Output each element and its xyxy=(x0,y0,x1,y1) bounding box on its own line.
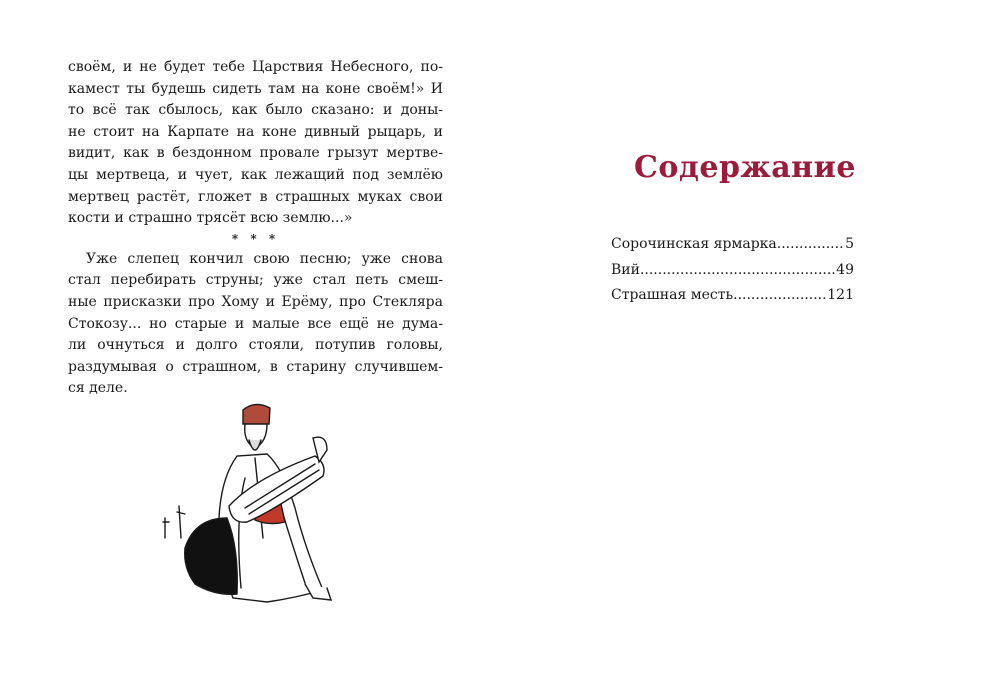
toc-entry[interactable] xyxy=(611,258,854,284)
paragraph-2 xyxy=(68,249,443,400)
text-line: стал перебирать струны; уже стал петь смеш- xyxy=(68,272,443,289)
text-line: ли очнуться и долго стояли, потупив головы, xyxy=(68,337,443,354)
toc-leader-dots xyxy=(777,232,845,258)
text-line: ся деле. xyxy=(68,380,128,397)
left-page-text xyxy=(68,57,443,400)
toc-entry-title: Вий xyxy=(611,261,640,278)
table-of-contents xyxy=(611,232,854,309)
toc-entry-page: 5 xyxy=(845,236,854,252)
contents-title: Содержание xyxy=(634,150,856,185)
paragraph-1 xyxy=(68,57,443,230)
toc-leader-dots xyxy=(640,258,836,284)
toc-entry[interactable] xyxy=(611,283,854,309)
toc-entry-page: 121 xyxy=(827,287,854,303)
section-separator: * * * xyxy=(231,231,280,246)
text-line: камест ты будешь сидеть там на коне своём!» И xyxy=(68,80,443,97)
text-line: Стокозу... но старые и малые все ещё не дума- xyxy=(68,315,443,332)
text-line: видит, как в бездонном провале грызут мертве- xyxy=(68,145,443,162)
text-line: то всё так сбылось, как было сказано: и доны- xyxy=(68,102,443,119)
text-line: Уже слепец кончил свою песню; уже снова xyxy=(86,250,443,267)
toc-entry-title: Сорочинская ярмарка xyxy=(611,236,777,252)
text-line: цы мертвеца, и чует, как лежащий под землёю xyxy=(68,166,443,183)
toc-leader-dots xyxy=(733,283,827,309)
text-line: кости и страшно трясёт всю землю...» xyxy=(68,210,353,227)
toc-entry-title: Страшная месть xyxy=(611,287,734,303)
kobzar-illustration xyxy=(155,398,355,608)
toc-entry-page: 49 xyxy=(836,261,854,278)
text-line: раздумывая о страшном, в старину случившем- xyxy=(68,358,443,375)
text-line: своём, и не будет тебе Царствия Небесного, по- xyxy=(68,59,443,75)
text-line: мертвец растёт, гложет в страшных муках свои xyxy=(68,188,443,205)
text-line: ные присказки про Хому и Ерёму, про Стекляра xyxy=(68,293,443,310)
text-line: не стоит на Карпате на коне дивный рыцарь, и xyxy=(68,123,443,140)
toc-entry[interactable] xyxy=(611,232,854,258)
